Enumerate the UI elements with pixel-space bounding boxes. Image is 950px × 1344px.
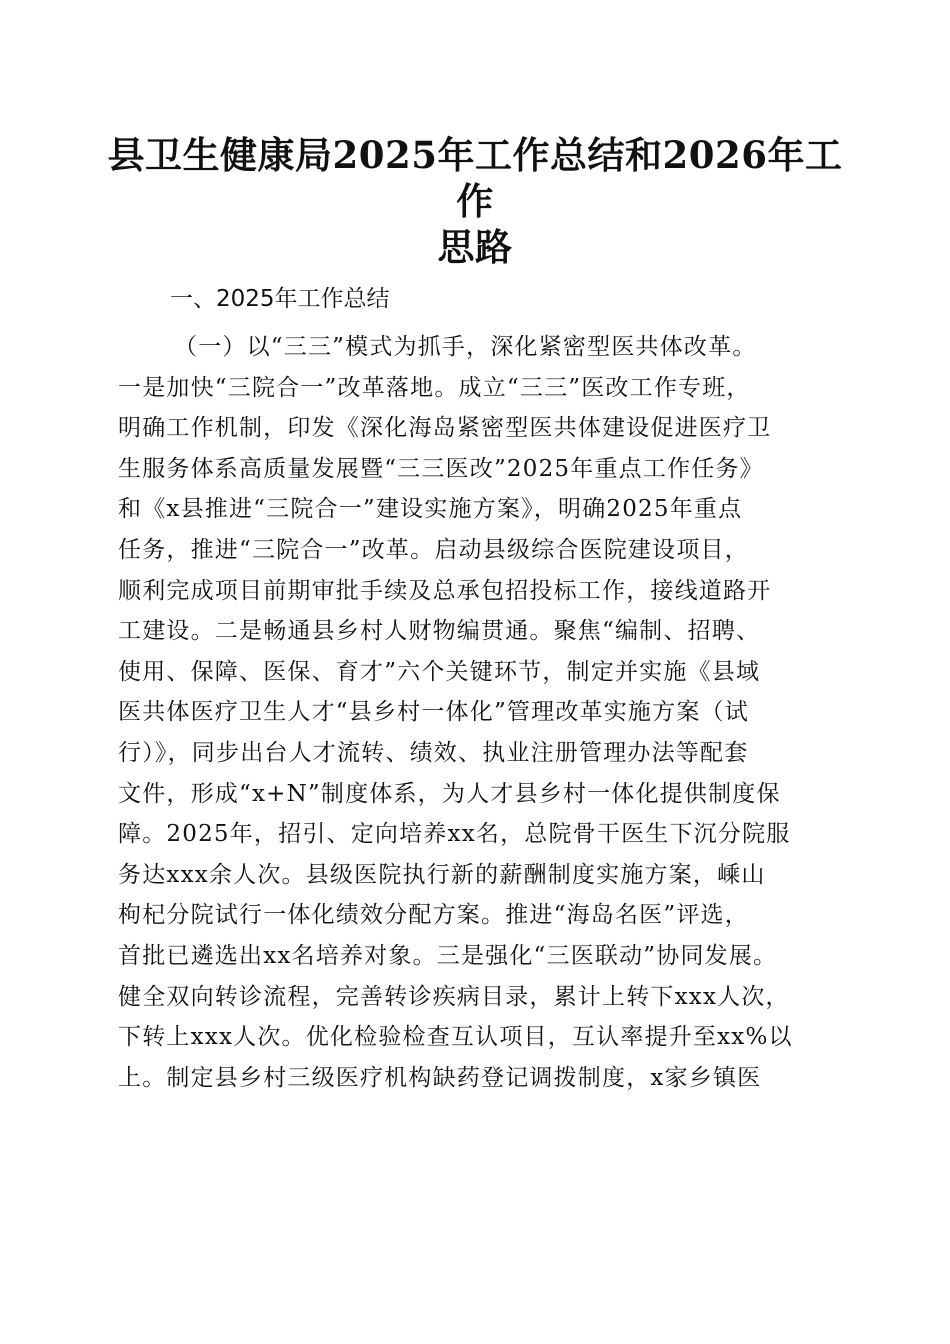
body-line: 健全双向转诊流程，完善转诊疾病目录，累计上转下xxx人次， xyxy=(118,983,790,1010)
body-line: 首批已遴选出xx名培养对象。三是强化“三医联动”协同发展。 xyxy=(118,942,778,969)
body-line: 明确工作机制，印发《深化海岛紧密型医共体建设促进医疗卫 xyxy=(118,415,772,442)
body-line: 障。2025年，招引、定向培养xx名，总院骨干医生下沉分院服 xyxy=(118,821,791,848)
body-line: 任务，推进“三院合一”改革。启动县级综合医院建设项目， xyxy=(118,536,749,563)
body-line: 上。制定县乡村三级医疗机构缺药登记调拨制度，x家乡镇医 xyxy=(118,1064,762,1091)
document-title xyxy=(100,132,850,270)
body-line: 枸杞分院试行一体化绩效分配方案。推进“海岛名医”评选， xyxy=(118,902,749,929)
body-line: 一是加快“三院合一”改革落地。成立“三三”医改工作专班， xyxy=(118,374,751,401)
body-text xyxy=(118,327,838,1098)
title-line-1: 县卫生健康局2025年工作总结和2026年工作 xyxy=(107,133,843,223)
body-line: 使用、保障、医保、育才”六个关键环节，制定并实施《县域 xyxy=(118,658,761,685)
title-line-2: 思路 xyxy=(437,225,513,269)
body-line: 生服务体系高质量发展暨“三三医改”2025年重点工作任务》 xyxy=(118,455,764,482)
body-line: 务达xxx余人次。县级医院执行新的薪酬制度实施方案，嵊山 xyxy=(118,861,766,888)
body-line: 工建设。二是畅通县乡村人财物编贯通。聚焦“编制、招聘、 xyxy=(118,618,761,645)
body-line: 顺利完成项目前期审批手续及总承包招投标工作，接线道路开 xyxy=(118,577,772,604)
section-heading-1: 一、2025年工作总结 xyxy=(170,286,390,312)
body-line: 医共体医疗卫生人才“县乡村一体化”管理改革实施方案（试 xyxy=(118,699,749,726)
body-line: 文件，形成“x+N”制度体系，为人才县乡村一体化提供制度保 xyxy=(118,780,781,807)
body-line: 下转上xxx人次。优化检验检查互认项目，互认率提升至xx%以 xyxy=(118,1024,793,1051)
body-line: 行）》，同步出台人才流转、绩效、执业注册管理办法等配套 xyxy=(118,739,749,766)
paragraph-heading: （一）以“三三”模式为抓手，深化紧密型医共体改革。 xyxy=(174,334,757,360)
body-line: 和《x县推进“三院合一”建设实施方案》，明确2025年重点 xyxy=(118,496,743,523)
